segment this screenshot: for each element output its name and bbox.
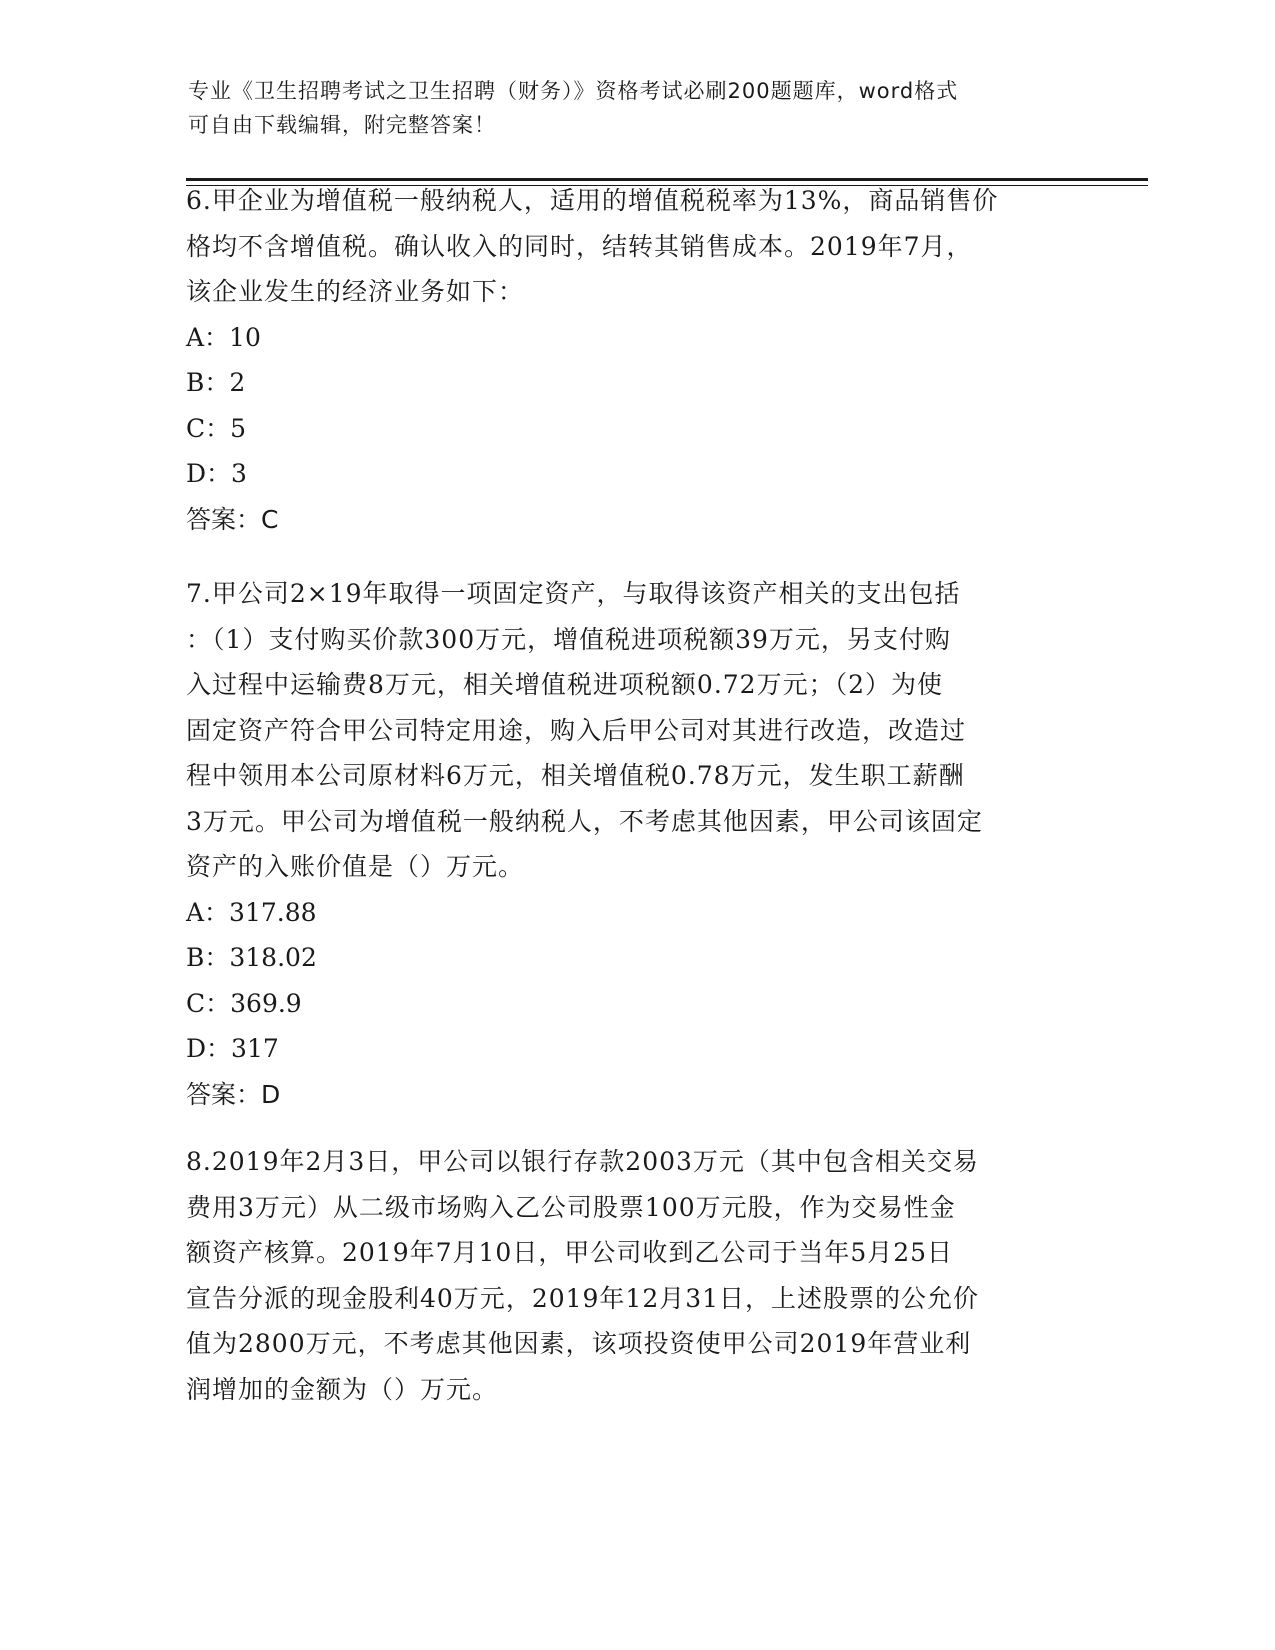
question-stem [186,1139,1086,1412]
stem-line: ：（1）支付购买价款300万元，增值税进项税额39万元，另支付购 [186,624,951,654]
question-8 [186,1139,1086,1412]
header-line: 专业《卫生招聘考试之卫生招聘（财务）》资格考试必刷200题题库，word格式 [188,79,959,103]
stem-line: 润增加的金额为（）万元。 [186,1374,499,1404]
stem-line: 6.甲企业为增值税一般纳税人，适用的增值税税率为13%，商品销售价 [186,186,999,215]
stem-line: 8.2019年2月3日，甲公司以银行存款2003万元（其中包含相关交易 [186,1147,979,1176]
header-line: 可自由下载编辑，附完整答案！ [188,113,496,137]
stem-line: 格均不含增值税。确认收入的同时，结转其销售成本。2019年7月， [186,231,973,261]
question-stem [186,178,1086,315]
stem-line: 入过程中运输费8万元，相关增值税进项税额0.72万元；（2）为使 [186,670,943,699]
option-d: D：317 [186,1034,279,1063]
option-a: A：317.88 [186,897,317,927]
option-b: B：2 [186,368,246,397]
option-d: D：3 [186,459,247,488]
answer-label: 答案：D [186,1079,281,1109]
stem-line: 该企业发生的经济业务如下： [186,277,525,306]
option-c: C：369.9 [186,988,302,1018]
question-7 [186,571,1086,1117]
option-a: A：10 [186,322,261,352]
stem-line: 固定资产符合甲公司特定用途，购入后甲公司对其进行改造，改造过 [186,715,967,745]
stem-line: 值为2800万元，不考虑其他因素，该项投资使甲公司2019年营业利 [186,1329,972,1358]
stem-line: 资产的入账价值是（）万元。 [186,852,525,881]
option-b: B：318.02 [186,943,317,972]
stem-line: 费用3万元）从二级市场购入乙公司股票100万元股，作为交易性金 [186,1192,956,1222]
option-c: C：5 [186,413,247,443]
stem-line: 宣告分派的现金股利40万元，2019年12月31日，上述股票的公允价 [186,1283,980,1313]
question-6 [186,178,1086,542]
answer-label: 答案：C [186,504,279,534]
document-header [188,74,1088,142]
stem-line: 3万元。甲公司为增值税一般纳税人，不考虑其他因素，甲公司该固定 [186,806,983,836]
stem-line: 程中领用本公司原材料6万元，相关增值税0.78万元，发生职工薪酬 [186,761,965,790]
question-stem [186,571,1086,890]
stem-line: 7.甲公司2×19年取得一项固定资产，与取得该资产相关的支出包括 [186,579,961,608]
stem-line: 额资产核算。2019年7月10日，甲公司收到乙公司于当年5月25日 [186,1238,954,1267]
